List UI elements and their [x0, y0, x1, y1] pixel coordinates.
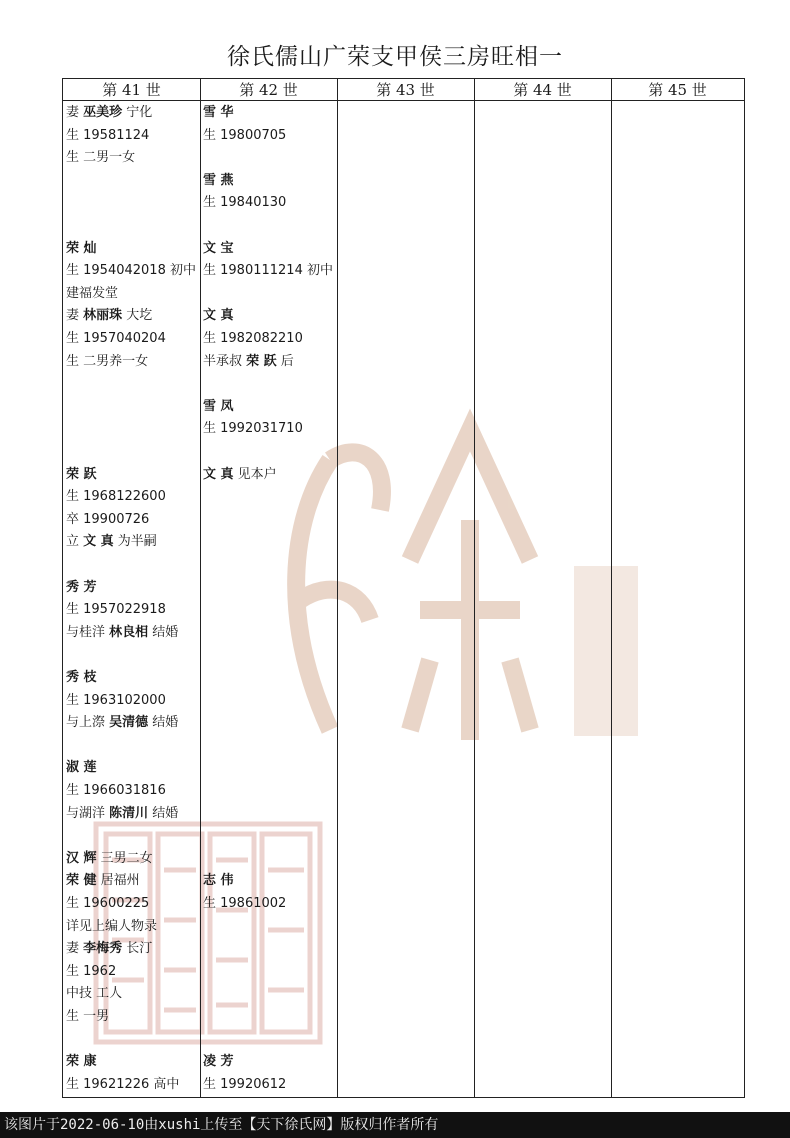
entry-text: 见本户: [233, 466, 277, 482]
entry-line: [203, 128, 286, 144]
entry-text: 结婚: [148, 805, 179, 821]
entry-line: [66, 534, 157, 550]
entry-line: [203, 173, 234, 189]
person-name: 荣 灿: [66, 240, 97, 256]
entry-text: 生 1963102000: [66, 692, 166, 708]
entry-line: [203, 331, 303, 347]
entry-line: [66, 1054, 97, 1070]
entry-text: 半承叔: [203, 353, 247, 369]
entry-line: [66, 941, 152, 957]
entry-text: 建福发堂: [66, 285, 119, 301]
person-name: 荣 跃: [66, 466, 97, 482]
person-name: 汉 辉: [66, 850, 97, 866]
entry-line: [66, 512, 149, 528]
header-gen-44: 第 44 世: [513, 81, 572, 99]
person-name: 陈清川: [109, 805, 149, 821]
header-gen-43: 第 43 世: [376, 81, 435, 99]
entry-text: 生 1957022918: [66, 602, 166, 618]
entry-line: [66, 919, 157, 935]
entry-text: 宁化: [122, 105, 153, 120]
entry-line: [203, 421, 303, 437]
entry-text: 妻: [66, 105, 84, 120]
entry-line: [203, 308, 234, 324]
entry-line: [66, 851, 153, 867]
header-row: [63, 79, 744, 101]
genealogy-table: [62, 78, 745, 1098]
person-name: 荣 康: [66, 1054, 97, 1070]
entry-text: 生 1980111214 初中: [203, 263, 333, 279]
entry-text: 生 1968122600: [66, 489, 166, 505]
entry-text: 为半嗣: [113, 534, 157, 550]
entry-text: 妻: [66, 941, 84, 957]
entry-line: [66, 150, 135, 166]
entry-line: [66, 602, 166, 618]
entry-line: [203, 354, 294, 370]
entry-line: [203, 467, 277, 483]
person-name: 雪 凤: [203, 398, 234, 414]
entry-text: 后: [276, 353, 294, 369]
entry-text: 中技 工人: [66, 986, 123, 1002]
entry-line: [66, 760, 97, 776]
entry-line: [203, 241, 234, 257]
entry-line: [66, 783, 166, 799]
entry-text: 三男二女: [96, 850, 153, 866]
person-name: 文 宝: [203, 240, 234, 256]
entry-text: 生 一男: [66, 1009, 110, 1024]
entry-text: 居福州: [96, 873, 140, 889]
person-name: 林良相: [109, 624, 149, 640]
entry-line: [66, 286, 118, 302]
person-name: 凌 芳: [203, 1054, 234, 1070]
header-gen-42: 第 42 世: [239, 81, 298, 99]
entry-line: [66, 715, 178, 731]
person-name: 雪 华: [203, 105, 234, 120]
entry-text: 生 1992031710: [203, 421, 303, 437]
person-name: 荣 健: [66, 873, 97, 889]
person-name: 文 真: [203, 466, 234, 482]
entry-line: [203, 399, 234, 415]
entry-line: [203, 263, 333, 279]
entry-line: [66, 986, 122, 1002]
person-name: 李梅秀: [83, 941, 123, 957]
person-name: 雪 燕: [203, 172, 234, 188]
person-name: 荣 跃: [246, 353, 277, 369]
person-name: 志 伟: [203, 873, 234, 889]
entry-line: [66, 1077, 179, 1093]
page-title: 徐氏儒山广荣支甲侯三房旺相一: [227, 44, 563, 70]
entry-line: [66, 105, 152, 121]
person-name: 巫美珍: [83, 105, 123, 120]
entry-text: 与桂洋: [66, 624, 110, 640]
entry-text: 生 1982082210: [203, 331, 303, 346]
entry-line: [203, 896, 286, 912]
header-gen-41: 第 41 世: [102, 81, 161, 99]
person-name: 淑 莲: [66, 760, 97, 776]
column-divider: [337, 79, 338, 1097]
entry-line: [66, 489, 166, 505]
header-gen-45: 第 45 世: [648, 81, 707, 99]
entry-text: 生 1954042018 初中: [66, 263, 196, 279]
entry-text: 与湖洋: [66, 805, 110, 821]
entry-line: [203, 873, 234, 889]
entry-line: [66, 806, 178, 822]
entry-line: [66, 625, 178, 641]
entry-line: [66, 693, 166, 709]
entry-text: 结婚: [148, 715, 179, 731]
entry-line: [66, 263, 196, 279]
entry-line: [66, 580, 97, 596]
entry-text: 与上漈: [66, 715, 110, 731]
entry-text: 详见上编人物录: [66, 918, 158, 934]
entry-text: 生 1957040204: [66, 331, 166, 346]
entry-text: 生 19920612: [203, 1076, 287, 1092]
entry-line: [66, 308, 152, 324]
entry-text: 生 19621226 高中: [66, 1076, 180, 1092]
entry-line: [66, 1009, 109, 1025]
column-divider: [200, 79, 201, 1097]
entry-line: [66, 467, 97, 483]
entry-line: [203, 1077, 286, 1093]
entry-line: [203, 195, 286, 211]
entry-line: [66, 128, 149, 144]
person-name: 文 真: [83, 534, 114, 550]
column-divider: [611, 79, 612, 1097]
entry-line: [66, 873, 140, 889]
entry-text: 生 19581124: [66, 127, 150, 143]
entry-line: [203, 1054, 234, 1070]
entry-text: 生 19861002: [203, 896, 287, 911]
entry-text: 生 19840130: [203, 195, 287, 211]
entry-line: [66, 896, 149, 912]
entry-line: [66, 241, 97, 257]
person-name: 秀 枝: [66, 670, 97, 685]
entry-line: [66, 964, 116, 980]
person-name: 吴清德: [109, 715, 149, 731]
entry-text: 长汀: [122, 941, 153, 957]
entry-text: 生 1966031816: [66, 783, 166, 798]
entry-line: [203, 105, 234, 121]
entry-text: 卒 19900726: [66, 511, 150, 527]
entry-line: [66, 670, 97, 686]
entry-line: [66, 354, 148, 370]
entry-text: 大圪: [122, 308, 153, 324]
entry-text: 生 二男一女: [66, 150, 136, 166]
entry-text: 结婚: [148, 624, 179, 640]
column-divider: [474, 79, 475, 1097]
entry-text: 妻: [66, 308, 84, 324]
person-name: 秀 芳: [66, 579, 97, 595]
entry-text: 生 19800705: [203, 127, 287, 143]
entry-line: [66, 331, 166, 347]
entry-text: 生 1962: [66, 963, 117, 979]
person-name: 林丽珠: [83, 308, 123, 324]
entry-text: 立: [66, 534, 84, 550]
copyright-footer: 该图片于2022-06-10由xushi上传至【天下徐氏网】版权归作者所有: [0, 1112, 790, 1138]
entry-text: 生 19600225: [66, 896, 150, 911]
entry-text: 生 二男养一女: [66, 353, 149, 369]
person-name: 文 真: [203, 308, 234, 324]
